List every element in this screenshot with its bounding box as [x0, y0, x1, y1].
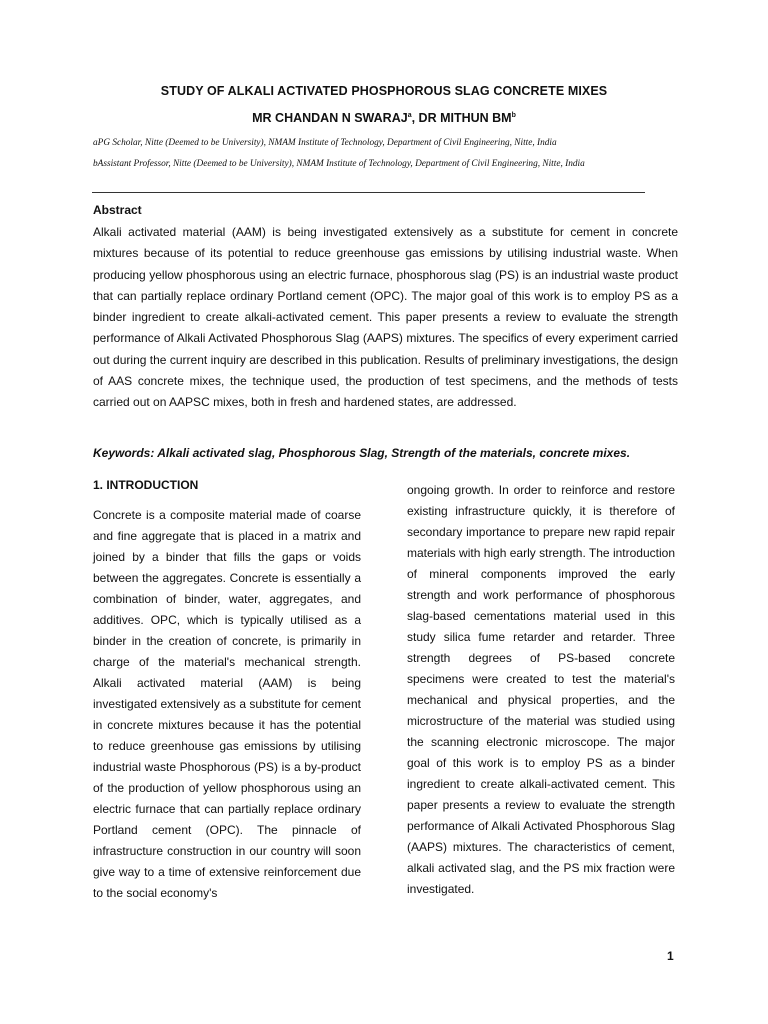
affiliation-a: aPG Scholar, Nitte (Deemed to be University), NMAM Institute of Technology, Department of Civil Engineering, Nitte, India: [93, 138, 557, 148]
author-line: [0, 111, 768, 125]
abstract-heading: Abstract: [93, 203, 142, 217]
introduction-column-right: ongoing growth. In order to reinforce and restore existing infrastructure quickly, it is therefore of secondary importance to prepare new rapid repair materials with high early strength. The introduction of mineral components improved the early strength and work performance of phosphorous slag-based cementations material used in this study silica fume retarder and retarder. Three strength degrees of PS-based concrete specimens were created to test the material's mechanical and physical properties, and the microstructure of the material was studied using the scanning electronic microscope. The major goal of this work is to employ PS as a binder ingredient to create alkali-activated cement. This paper presents a review to evaluate the strength performance of Alkali Activated Phosphorous Slag (AAPS) mixtures. The characteristics of cement, alkali activated slag, and the PS mix fraction were investigated.: [407, 483, 675, 896]
author-2-affiliation-mark: b: [511, 111, 516, 119]
header-divider: [92, 192, 645, 193]
author-2: DR MITHUN BM: [418, 111, 512, 125]
keywords: Keywords: Alkali activated slag, Phosphorous Slag, Strength of the materials, concrete mixes.: [93, 446, 631, 460]
paper-title: STUDY OF ALKALI ACTIVATED PHOSPHOROUS SLAG CONCRETE MIXES: [160, 84, 608, 98]
author-1: MR CHANDAN N SWARAJ: [252, 111, 408, 125]
affiliation-b: bAssistant Professor, Nitte (Deemed to be University), NMAM Institute of Technology, Department of Civil Engineering, Nitte, India: [93, 159, 585, 169]
author-separator: ,: [411, 111, 419, 125]
page-number: 1: [667, 949, 674, 963]
introduction-heading: 1. INTRODUCTION: [93, 478, 199, 492]
author-1-affiliation-mark: a: [407, 111, 412, 119]
introduction-column-left: Concrete is a composite material made of coarse and fine aggregate that is placed in a matrix and joined by a binder that fills the gaps or voids between the aggregates. Concrete is essentially a combination of binder, water, aggregates, and additives. OPC, which is typically utilised as a binder in the creation of concrete, is primarily in charge of the material's mechanical strength. Alkali activated material (AAM) is being investigated extensively as a substitute for cement in concrete mixtures because it has the potential to reduce greenhouse gas emissions by utilising industrial waste Phosphorous (PS) is a by-product of the production of yellow phosphorous using an electric furnace that can partially replace ordinary Portland cement (OPC). The pinnacle of infrastructure construction in our country will soon give way to a time of extensive reinforcement due to the social economy's: [93, 508, 361, 900]
abstract-text: Alkali activated material (AAM) is being investigated extensively as a substitute for cement in concrete mixtures because of its potential to reduce greenhouse gas emissions by utilising industrial waste. When producing yellow phosphorous using an electric furnace, phosphorous slag (PS) is an industrial waste product that can partially replace ordinary Portland cement (OPC). The major goal of this work is to employ PS as a binder ingredient to create alkali-activated cement. This paper presents a review to evaluate the strength performance of Alkali Activated Phosphorous Slag (AAPS) mixtures. The specifics of every experiment carried out during the current inquiry are described in this publication. Results of preliminary investigations, the design of AAS concrete mixes, the technique used, the production of test specimens, and the methods of tests carried out on AAPSC mixes, both in fresh and hardened states, are addressed.: [93, 225, 678, 410]
